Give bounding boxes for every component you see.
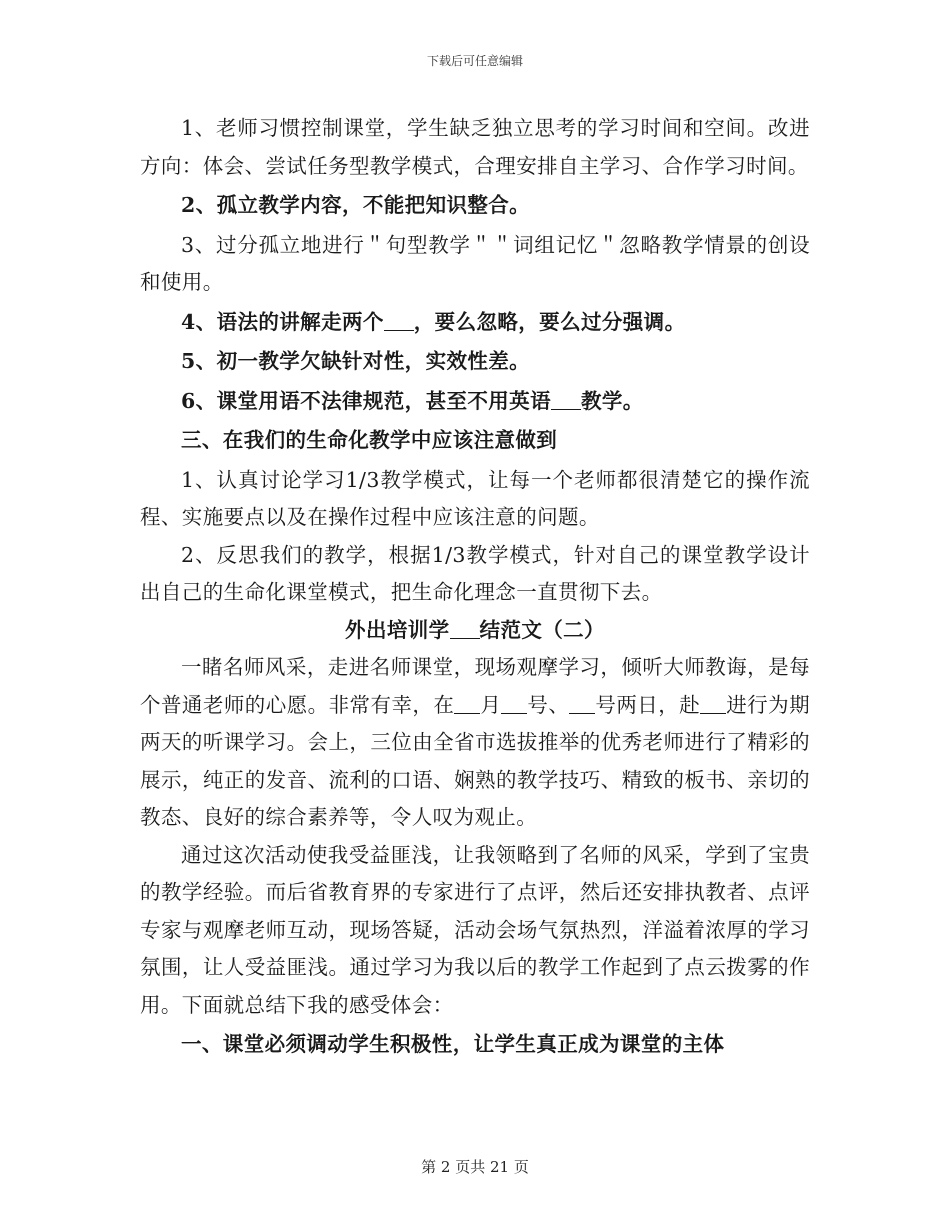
paragraph-9: 2、反思我们的教学，根据1/3教学模式，针对自己的课堂教学设计出自己的生命化课堂模式，把生命化理念一直贯彻下去。 <box>140 542 810 604</box>
paragraph-4 <box>140 304 810 342</box>
paragraph-11 <box>140 649 810 837</box>
paragraph-3: 3、过分孤立地进行＂句型教学＂＂词组记忆＂忽略教学情景的创设和使用。 <box>140 232 810 294</box>
fill-in-blank <box>384 309 414 331</box>
paragraph-1: 1、老师习惯控制课堂，学生缺乏独立思考的学习时间和空间。改进方向：体会、尝试任务型教学模式，合理安排自主学习、合作学习时间。 <box>140 116 810 178</box>
page-footer: 第 2 页共 21 页 <box>421 1158 529 1176</box>
section-heading-1: 一、课堂必须调动学生积极性，让学生真正成为课堂的主体 <box>181 1032 725 1056</box>
text-segment: 月 <box>480 692 502 717</box>
paragraph-12: 通过这次活动使我受益匪浅，让我领略到了名师的风采，学到了宝贵的教学经验。而后省教育界的专家进行了点评，然后还安排执教者、点评专家与观摩老师互动，现场答疑，活动会场气氛热烈，洋溢着浓厚的学习氛围，让人受益匪浅。通过学习为我以后的教学工作起到了点云拨雾的作用。下面就总结下我的感受体会： <box>140 842 810 1017</box>
page-header: 下载后可任意编辑 <box>426 54 523 68</box>
text-segment: 进行为期两天的听课学习。会上，三位由全省市选拔推举的优秀老师进行了精彩的展示，纯正的发音、流利的口语、娴熟的教学技巧、精致的板书、亲切的教态、良好的综合素养等，令人叹为观止。 <box>140 692 810 829</box>
fill-in-blank <box>450 617 480 639</box>
fill-in-blank <box>454 692 480 714</box>
text-segment: ，要么忽略，要么过分强调。 <box>413 309 686 334</box>
paragraph-6 <box>140 383 810 421</box>
fill-in-blank <box>501 692 527 714</box>
text-segment: 结范文（二） <box>479 617 605 642</box>
text-segment: 号、 <box>527 692 570 717</box>
fill-in-blank <box>700 692 726 714</box>
text-segment: 一睹名师风采，走进名师课堂，现场观摩学习，倾听大师教诲，是每个普通老师的心愿。非常有幸，在 <box>140 655 810 717</box>
document-body <box>140 110 810 1066</box>
text-segment: 教学。 <box>580 388 644 413</box>
fill-in-blank <box>551 388 581 410</box>
text-segment: 外出培训学 <box>345 617 450 642</box>
text-segment: 6、课堂用语不法律规范，甚至不用英语 <box>181 388 551 413</box>
paragraph-2: 2、孤立教学内容，不能把知识整合。 <box>181 193 531 217</box>
paragraph-5: 5、初一教学欠缺针对性，实效性差。 <box>181 349 531 373</box>
document-title <box>140 612 810 650</box>
paragraph-8: 1、认真讨论学习1/3教学模式，让每一个老师都很清楚它的操作流程、实施要点以及在操作过程中应该注意的问题。 <box>140 467 810 529</box>
section-heading-3: 三、在我们的生命化教学中应该注意做到 <box>181 428 558 452</box>
text-segment: 4、语法的讲解走两个 <box>181 309 384 334</box>
text-segment: 号两日，赴 <box>595 692 701 717</box>
fill-in-blank <box>569 692 595 714</box>
